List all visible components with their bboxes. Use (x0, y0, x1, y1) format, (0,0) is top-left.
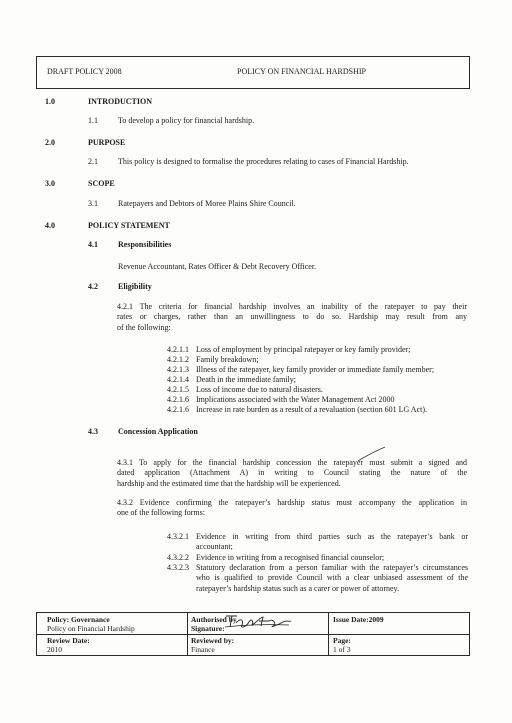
section-heading: INTRODUCTION (88, 97, 153, 106)
paragraph-4-3-2 (117, 498, 467, 519)
section-heading: SCOPE (88, 179, 115, 188)
section-heading: POLICY STATEMENT (88, 221, 170, 230)
policy-value: Policy on Financial Hardship (47, 624, 135, 633)
review-date-value: 2010 (47, 645, 62, 654)
list-item-number: 4.2.1.5 (167, 385, 189, 394)
subsection-heading: Concession Application (118, 427, 198, 436)
policy-label: Policy: Governance (47, 615, 110, 624)
page-header (36, 56, 470, 89)
list-item (196, 532, 468, 553)
list-item: Loss of employment by principal ratepayer or key family provider; (196, 345, 411, 354)
list-item-number: 4.2.1.1 (167, 345, 189, 354)
paragraph-line: rates or charges, rather than an unwillingness to do so. Hardship may result from any (117, 312, 467, 322)
list-item: Implications associated with the Water Management Act 2000 (196, 395, 395, 404)
signature-label: Signature: (191, 624, 225, 633)
subsection-heading: Eligibility (118, 282, 152, 291)
paragraph-line: hardship and the estimated time that the hardship will be experienced. (117, 478, 341, 488)
list-item-line: ratepayer’s hardship status such as a carer or power of attorney. (196, 583, 400, 593)
list-item: Loss of income due to natural disasters. (196, 385, 323, 394)
paragraph-line: 4.2.1 The criteria for financial hardship involves an inability of the ratepayer to pay their (117, 302, 467, 311)
issue-date: Issue Date:2009 (333, 615, 384, 624)
subsection-number: 4.3 (88, 427, 98, 436)
subsection-number: 2.1 (88, 157, 98, 166)
subsection-number: 4.1 (88, 240, 98, 249)
header-title: POLICY ON FINANCIAL HARDSHIP (237, 67, 366, 76)
header-draft-label: DRAFT POLICY 2008 (47, 67, 122, 76)
paragraph-line: 4.3.2 Evidence confirming the ratepayer’s hardship status must accompany the application in (117, 498, 467, 507)
list-item-line: Evidence in writing from third parties such as the ratepayer’s bank or (196, 532, 468, 541)
list-item-number: 4.2.1.2 (167, 355, 189, 364)
subsection-number: 4.2 (88, 282, 98, 291)
handwritten-signature (223, 610, 293, 632)
subsection-text: This policy is designed to formalise the procedures relating to cases of Financial Hardship. (118, 157, 409, 166)
paragraph-line: of the following: (117, 322, 171, 332)
page-label: Page: (333, 636, 351, 645)
list-item-line: Statutory declaration from a person familiar with the ratepayer’s circumstances (196, 563, 468, 572)
list-item: Family breakdown; (196, 355, 259, 364)
list-item: Death in the immediate family; (196, 375, 296, 384)
reviewed-by-value: Finance (191, 645, 215, 654)
list-item: Increase in rate burden as a result of a revaluation (section 601 LG Act). (196, 405, 428, 414)
subsection-text: Ratepayers and Debtors of Moree Plains Shire Council. (118, 199, 296, 208)
list-item-number: 4.3.2.2 (167, 553, 189, 562)
paragraph-line: 4.3.1 To apply for the financial hardship concession the ratepayer must submit a signed and (117, 458, 467, 467)
section-number: 4.0 (45, 221, 55, 230)
paragraph-line: one of the following forms: (117, 508, 205, 518)
section-number: 1.0 (45, 97, 55, 106)
list-item-number: 4.3.2.1 (167, 532, 189, 541)
subsection-number: 1.1 (88, 116, 98, 125)
review-date-label: Review Date: (47, 636, 90, 645)
list-item-line: Evidence in writing from a recognised financial counselor; (196, 553, 385, 562)
list-item (196, 563, 468, 594)
footer-divider (187, 613, 188, 655)
subsection-text: To develop a policy for financial hardship. (118, 116, 255, 125)
paragraph-line: dated application (Attachment A) in writing to Council stating the nature of the (117, 468, 467, 478)
section-number: 3.0 (45, 179, 55, 188)
footer-divider (37, 634, 469, 635)
paragraph-4-2-1 (117, 302, 467, 333)
list-item-number: 4.2.1.6 (167, 395, 189, 404)
section-heading: PURPOSE (88, 138, 126, 147)
list-item-number: 4.2.1.6 (167, 405, 189, 414)
section-number: 2.0 (45, 138, 55, 147)
footer-table (36, 612, 470, 656)
footer-divider (328, 613, 329, 655)
page-number: 1 of 3 (333, 645, 351, 654)
list-item (196, 553, 468, 563)
list-item: Illness of the ratepayer, key family provider or immediate family member; (196, 365, 435, 374)
subsection-number: 3.1 (88, 199, 98, 208)
list-item-number: 4.2.1.4 (167, 375, 189, 384)
responsibilities-text: Revenue Accountant, Rates Officer & Debt Recovery Officer. (118, 262, 317, 271)
reviewed-by-label: Reviewed by: (191, 636, 235, 645)
authorised-label: Authorised by (191, 615, 237, 624)
list-item-line: who is qualified to provide Council with a clear unbiased assessment of the (196, 573, 468, 583)
paragraph-4-3-1 (117, 458, 467, 489)
subsection-heading: Responsibilities (118, 240, 172, 249)
list-item-number: 4.3.2.3 (167, 563, 189, 572)
list-item-line: accountant; (196, 542, 233, 552)
list-item-number: 4.2.1.3 (167, 365, 189, 374)
